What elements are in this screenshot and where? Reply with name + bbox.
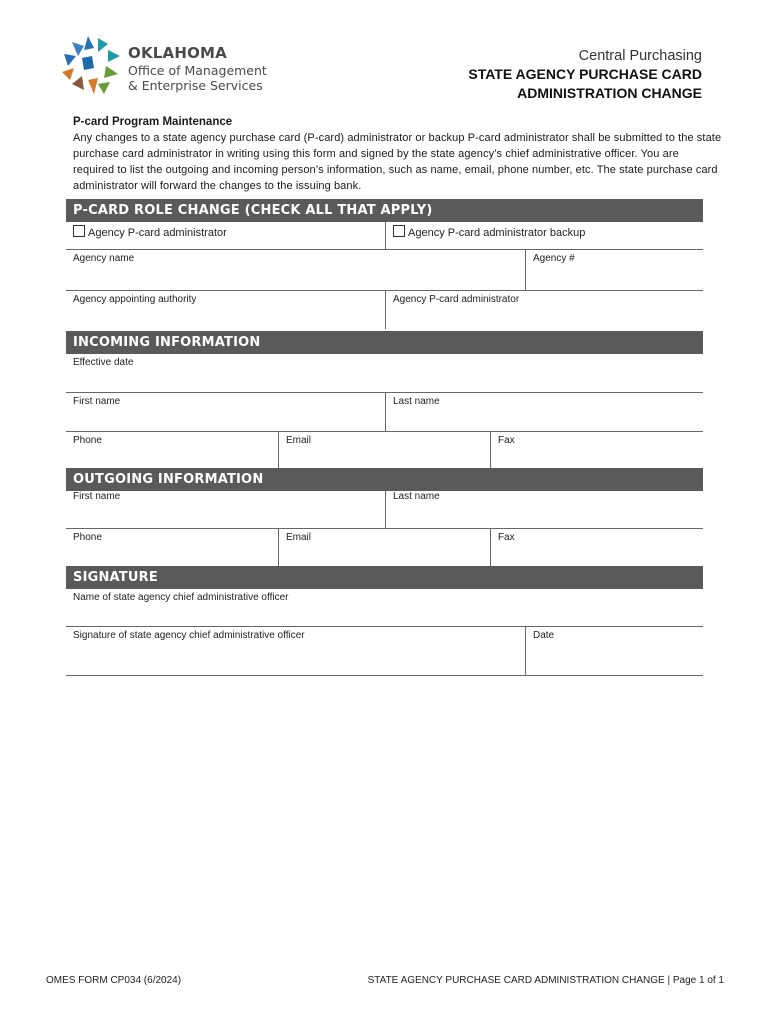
outgoing-name-row <box>66 491 703 529</box>
role-checkbox-row <box>66 222 703 250</box>
agency-row <box>66 250 703 291</box>
signature-date-label: Date <box>533 630 555 641</box>
incoming-first-name-field[interactable] <box>66 393 385 431</box>
intro-section <box>73 116 723 194</box>
incoming-last-name-label: Last name <box>393 396 440 407</box>
form-title-line1: STATE AGENCY PURCHASE CARD <box>468 66 702 82</box>
outgoing-email-field[interactable] <box>278 529 490 566</box>
agency-name-label: Agency name <box>73 253 135 264</box>
omes-logo <box>58 34 288 98</box>
outgoing-contact-row <box>66 529 703 566</box>
agency-name-field[interactable] <box>66 250 525 290</box>
backup-option-label: Agency P-card administrator backup <box>408 227 586 239</box>
outgoing-section <box>66 468 703 566</box>
appointing-authority-field[interactable] <box>66 291 385 329</box>
outgoing-fax-label: Fax <box>498 532 515 543</box>
effective-date-row <box>66 354 703 393</box>
admin-option-label: Agency P-card administrator <box>88 227 227 239</box>
officer-name-row <box>66 589 703 627</box>
outgoing-first-name-field[interactable] <box>66 491 385 528</box>
officer-name-field[interactable] <box>66 589 703 626</box>
intro-heading: P-card Program Maintenance <box>73 116 233 128</box>
admin-checkbox[interactable] <box>73 225 85 237</box>
role-change-title: P-CARD ROLE CHANGE (CHECK ALL THAT APPLY) <box>66 199 703 222</box>
backup-checkbox[interactable] <box>393 225 405 237</box>
intro-body: Any changes to a state agency purchase card (P-card) administrator or backup P-card administrator shall be submitted to the state purchase card administrator in writing using this form and signed by the state agency’s chief administrative officer. You are required to list the outgoing and incoming person’s information, such as name, email, phone number, etc. The state purchase card administrator will forward the changes to the issuing bank. <box>73 132 722 192</box>
pcard-admin-label: Agency P-card administrator <box>393 294 520 305</box>
department-name: Central Purchasing <box>578 48 702 64</box>
outgoing-last-name-label: Last name <box>393 491 440 502</box>
outgoing-title: OUTGOING INFORMATION <box>66 468 703 491</box>
officer-signature-field[interactable] <box>66 627 525 675</box>
form-title-line2: ADMINISTRATION CHANGE <box>517 85 702 101</box>
outgoing-phone-field[interactable] <box>66 529 278 566</box>
logo-services-text: & Enterprise Services <box>128 78 263 93</box>
outgoing-email-label: Email <box>286 532 312 543</box>
incoming-email-label: Email <box>286 435 312 446</box>
officer-name-label: Name of state agency chief administrative officer <box>73 592 289 603</box>
signature-title: SIGNATURE <box>66 566 703 589</box>
incoming-first-name-label: First name <box>73 396 121 407</box>
footer-page-info: STATE AGENCY PURCHASE CARD ADMINISTRATION CHANGE | Page 1 of 1 <box>367 975 724 986</box>
star-logo-icon <box>58 34 124 98</box>
signature-section <box>66 566 703 676</box>
agency-number-field[interactable] <box>525 250 703 290</box>
option-backup[interactable] <box>385 222 703 249</box>
logo-office-text: Office of Management <box>128 63 267 78</box>
appointing-authority-label: Agency appointing authority <box>73 294 197 305</box>
incoming-last-name-field[interactable] <box>385 393 703 431</box>
incoming-name-row <box>66 393 703 432</box>
outgoing-last-name-field[interactable] <box>385 491 703 528</box>
incoming-contact-row <box>66 432 703 470</box>
outgoing-first-name-label: First name <box>73 491 121 502</box>
effective-date-label: Effective date <box>73 357 134 368</box>
outgoing-phone-label: Phone <box>73 532 102 543</box>
agency-number-label: Agency # <box>533 253 575 264</box>
footer-form-id: OMES FORM CP034 (6/2024) <box>46 975 182 986</box>
incoming-phone-field[interactable] <box>66 432 278 470</box>
incoming-section <box>66 331 703 470</box>
signature-date-field[interactable] <box>525 627 703 675</box>
authority-row <box>66 291 703 329</box>
incoming-phone-label: Phone <box>73 435 102 446</box>
incoming-fax-field[interactable] <box>490 432 703 470</box>
outgoing-fax-field[interactable] <box>490 529 703 566</box>
pcard-admin-field[interactable] <box>385 291 703 329</box>
effective-date-field[interactable] <box>66 354 703 392</box>
incoming-email-field[interactable] <box>278 432 490 470</box>
role-change-section <box>66 199 703 329</box>
officer-signature-row <box>66 627 703 676</box>
incoming-fax-label: Fax <box>498 435 515 446</box>
officer-signature-label: Signature of state agency chief administrative officer <box>73 630 305 641</box>
option-admin[interactable] <box>66 222 385 249</box>
document-header <box>468 48 702 103</box>
logo-oklahoma-text: OKLAHOMA <box>128 44 227 62</box>
incoming-title: INCOMING INFORMATION <box>66 331 703 354</box>
